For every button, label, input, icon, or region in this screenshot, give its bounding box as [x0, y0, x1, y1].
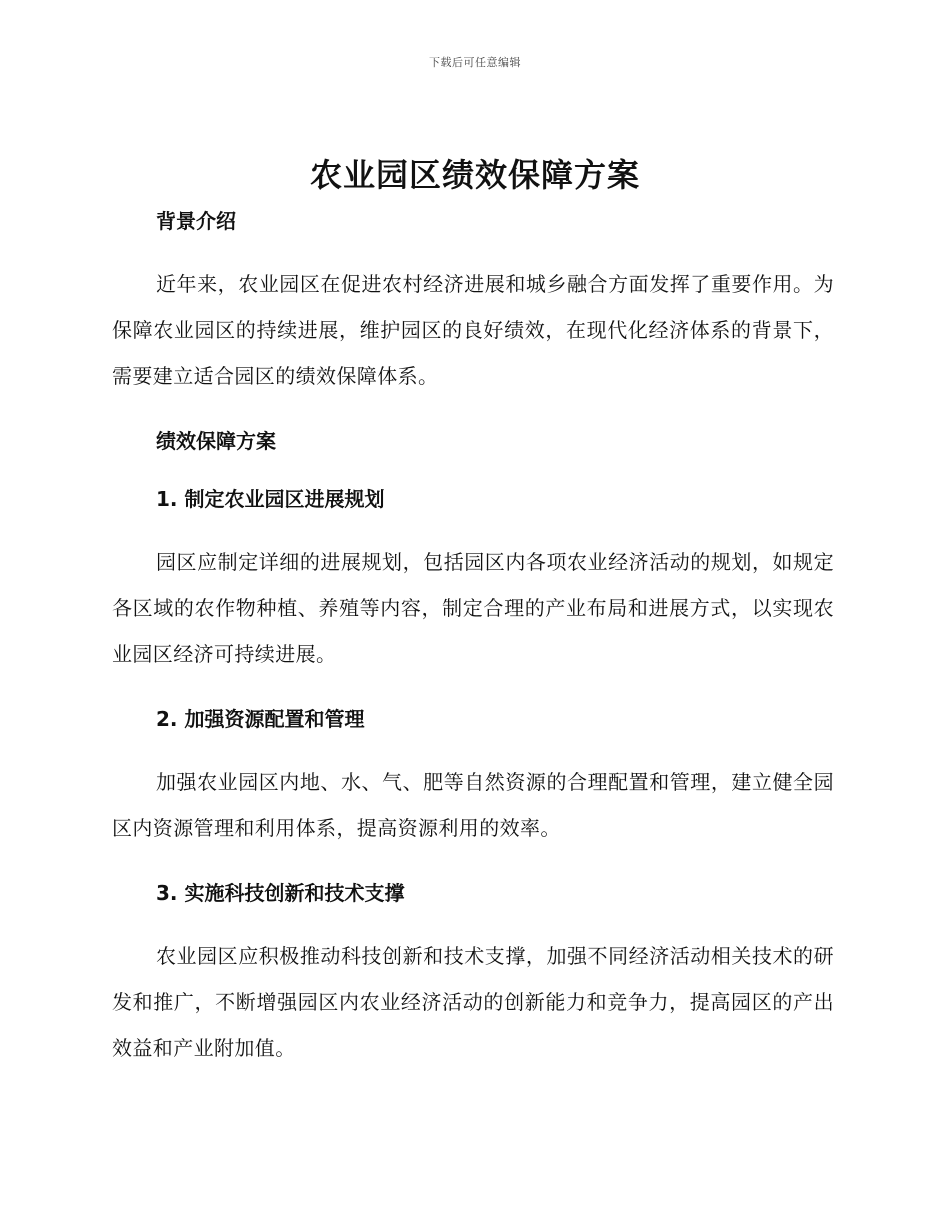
- header-note: 下载后可任意编辑: [429, 56, 521, 69]
- document-title: 农业园区绩效保障方案: [309, 156, 640, 194]
- document-body: [112, 203, 834, 1071]
- section-heading-background: 背景介绍: [156, 209, 236, 233]
- subsection-heading-1: 1. 制定农业园区进展规划: [156, 487, 385, 511]
- subsection-heading-3: 3. 实施科技创新和技术支撑: [156, 881, 405, 905]
- background-paragraph: 近年来，农业园区在促进农村经济进展和城乡融合方面发挥了重要作用。为保障农业园区的持续进展，维护园区的良好绩效，在现代化经济体系的背景下，需要建立适合园区的绩效保障体系。: [112, 272, 834, 388]
- subsection-heading-2: 2. 加强资源配置和管理: [156, 707, 365, 731]
- subsection-paragraph-3: 农业园区应积极推动科技创新和技术支撑，加强不同经济活动相关技术的研发和推广，不断增强园区内农业经济活动的创新能力和竞争力，提高园区的产出效益和产业附加值。: [112, 944, 834, 1060]
- section-heading-plan: 绩效保障方案: [156, 429, 276, 453]
- subsection-paragraph-2: 加强农业园区内地、水、气、肥等自然资源的合理配置和管理，建立健全园区内资源管理和利用体系，提高资源利用的效率。: [112, 770, 834, 840]
- subsection-paragraph-1: 园区应制定详细的进展规划，包括园区内各项农业经济活动的规划，如规定各区域的农作物种植、养殖等内容，制定合理的产业布局和进展方式，以实现农业园区经济可持续进展。: [112, 550, 834, 666]
